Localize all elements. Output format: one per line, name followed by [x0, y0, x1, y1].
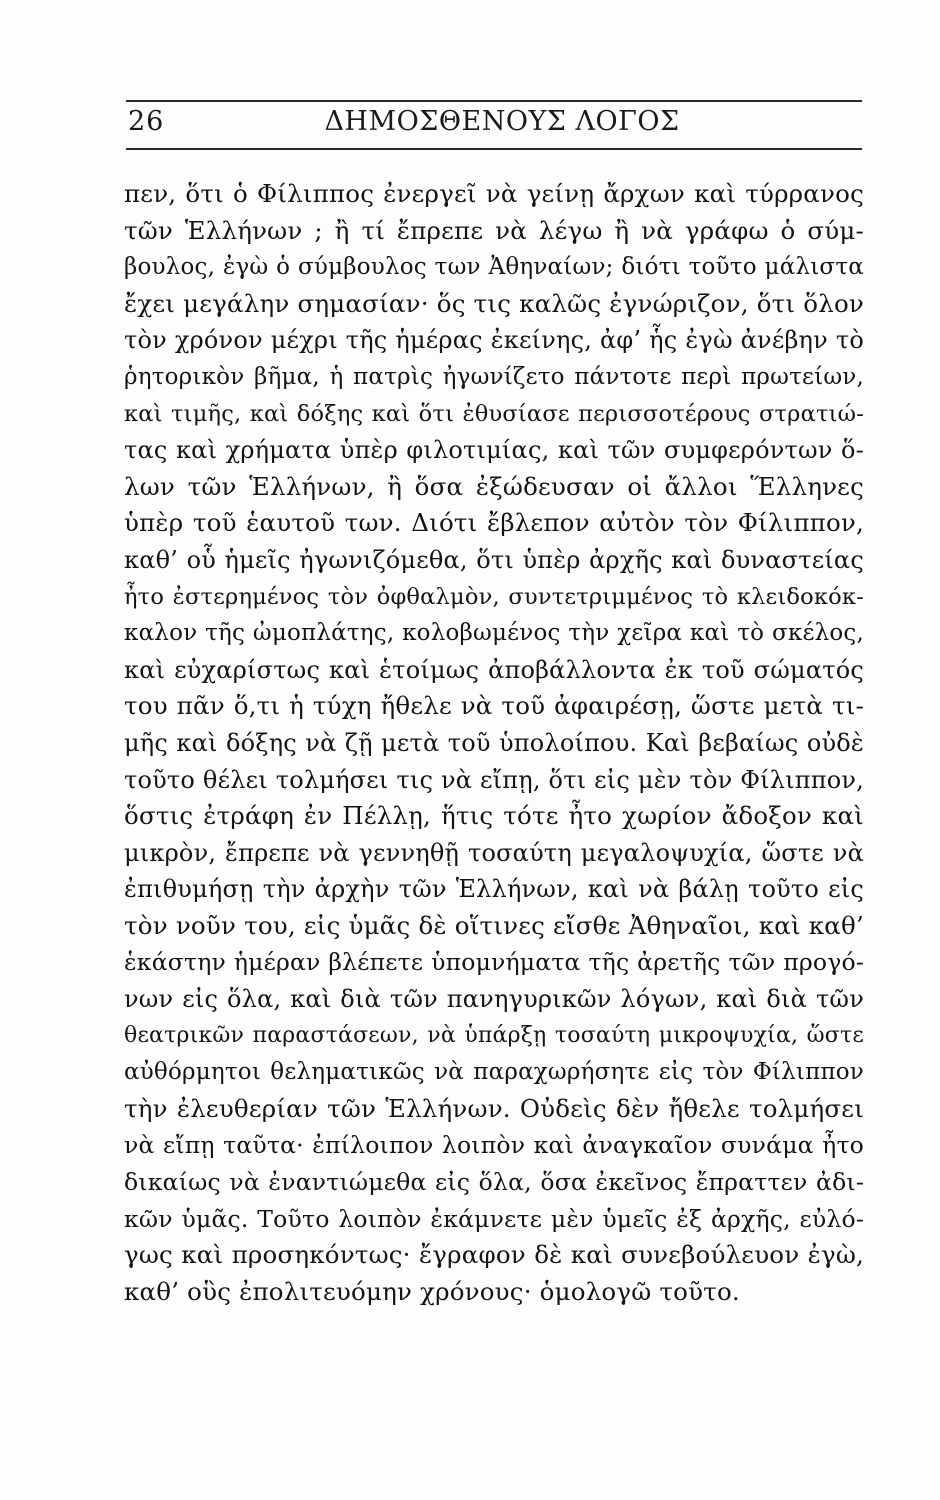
header-rule-top [126, 100, 862, 102]
text-line: δικαίως νὰ ἐναντιώμεθα εἰς ὅλα, ὅσα ἐκεῖνος ἔπραττεν ἀδι- [124, 1168, 864, 1197]
text-line: θεατρικῶν παραστάσεων, νὰ ὑπάρξῃ τοσαύτη μικροψυχία, ὥστε [124, 1022, 864, 1048]
text-line: ὅστις ἐτράφη ἐν Πέλλῃ, ἥτις τότε ἦτο χωρίον ἄδοξον καὶ [124, 801, 864, 831]
text-line: αὐθόρμητοι θεληματικῶς νὰ παραχωρήσητε εἰς τὸν Φίλιππον [124, 1059, 864, 1086]
text-line: νὰ εἴπῃ ταῦτα· ἐπίλοιπον λοιπὸν καὶ ἀναγκαῖον συνάμα ἦτο [124, 1131, 864, 1160]
text-line: ῥητορικὸν βῆμα, ἡ πατρὶς ἠγωνίζετο πάντοτε περὶ πρωτείων, [124, 363, 864, 390]
text-line: πεν, ὅτι ὁ Φίλιππος ἐνεργεῖ νὰ γείνῃ ἄρχων καὶ τύρρανος [124, 179, 864, 208]
text-line: του πᾶν ὅ,τι ἡ τύχη ἤθελε νὰ τοῦ ἀφαιρέσῃ, ὥστε μετὰ τι- [124, 691, 864, 721]
text-line: καὶ τιμῆς, καὶ δόξης καὶ ὅτι ἐθυσίασε περισσοτέρους στρατιώ- [124, 400, 864, 427]
text-line: καθ’ οὓς ἐπολιτευόμην χρόνους· ὁμολογῶ τοῦτο. [124, 1276, 740, 1306]
text-line: νων εἰς ὅλα, καὶ διὰ τῶν πανηγυρικῶν λόγων, καὶ διὰ τῶν [124, 985, 864, 1014]
text-line: καὶ εὐχαρίστως καὶ ἑτοίμως ἀποβάλλοντα ἐκ τοῦ σώματός [124, 655, 864, 684]
page-header [126, 96, 862, 150]
body-text [124, 176, 864, 1310]
running-head: ΔΗΜΟΣΘΕΝΟΥΣ ΛΟΓΟΣ [324, 106, 680, 137]
text-line: ἑκάστην ἡμέραν βλέπετε ὑπομνήματα τῆς ἀρετῆς τῶν προγό- [124, 948, 864, 977]
text-line: λων τῶν Ἑλλήνων, ἢ ὅσα ἐξώδευσαν οἱ ἄλλοι Ἕλληνες [124, 471, 864, 501]
text-line: καλον τῆς ὠμοπλάτης, κολοβωμένος τὴν χεῖρα καὶ τὸ σκέλος, [124, 620, 864, 647]
text-line: τὸν χρόνον μέχρι τῆς ἡμέρας ἐκείνης, ἀφ’ ἧς ἐγὼ ἀνέβην τὸ [124, 326, 864, 355]
text-line: τοῦτο θέλει τολμήσει τις νὰ εἴπῃ, ὅτι εἰς μὲν τὸν Φίλιππον, [124, 765, 864, 794]
text-line: τὴν ἐλευθερίαν τῶν Ἑλλήνων. Οὐδεὶς δὲν ἤθελε τολμήσει [124, 1093, 864, 1123]
text-line: καθ’ οὗ ἡμεῖς ἠγωνιζόμεθα, ὅτι ὑπὲρ ἀρχῆς καὶ δυναστείας [124, 545, 864, 574]
text-line: κῶν ὑμᾶς. Τοῦτο λοιπὸν ἐκάμνετε μὲν ὑμεῖς ἐξ ἀρχῆς, εὐλό- [124, 1204, 864, 1233]
text-line: γως καὶ προσηκόντως· ἔγραφον δὲ καὶ συνεβούλευον ἐγὼ, [124, 1240, 864, 1270]
text-line: ὑπὲρ τοῦ ἑαυτοῦ των. Διότι ἔβλεπον αὐτὸν τὸν Φίλιππον, [124, 508, 864, 538]
text-line: ἦτο ἐστερημένος τὸν ὀφθαλμὸν, συντετριμμένος τὸ κλειδοκόκ- [124, 583, 864, 610]
text-line: βουλος, ἐγὼ ὁ σύμβουλος των Ἀθηναίων; διότι τοῦτο μάλιστα [124, 254, 864, 281]
text-line: ἔχει μεγάλην σημασίαν· ὅς τις καλῶς ἐγνώριζον, ὅτι ὅλον [124, 288, 864, 318]
text-line: μικρὸν, ἔπρεπε νὰ γεννηθῇ τοσαύτη μεγαλοψυχία, ὥστε νὰ [124, 838, 864, 867]
text-line: ἐπιθυμήσῃ τὴν ἀρχὴν τῶν Ἑλλήνων, καὶ νὰ βάλῃ τοῦτο εἰς [124, 875, 864, 904]
text-line: τῶν Ἑλλήνων ; ἢ τί ἔπρεπε νὰ λέγω ἢ νὰ γράφω ὁ σύμ- [124, 215, 864, 245]
text-line: τὸν νοῦν του, εἰς ὑμᾶς δὲ οἵτινες εἴσθε Ἀθηναῖοι, καὶ καθ’ [124, 910, 864, 940]
page-number: 26 [128, 106, 165, 137]
header-rule-bottom [126, 148, 862, 150]
text-line: τας καὶ χρήματα ὑπὲρ φιλοτιμίας, καὶ τῶν συμφερόντων ὅ- [124, 436, 864, 465]
text-line: μῆς καὶ δόξης νὰ ζῇ μετὰ τοῦ ὑπολοίπου. Καὶ βεβαίως οὐδὲ [124, 728, 864, 757]
